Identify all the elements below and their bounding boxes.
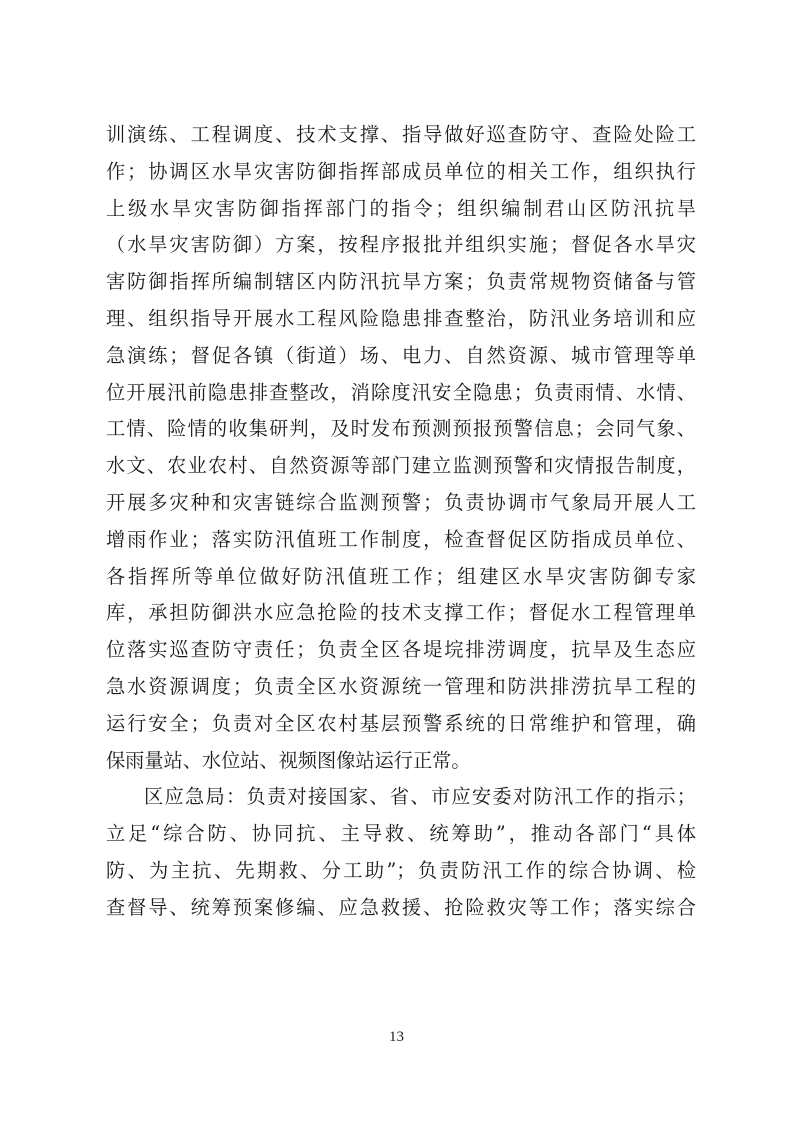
text-line: 防、为主抗、先期救、分工助”；负责防汛工作的综合协调、检 [106,858,696,882]
text-line: 各指挥所等单位做好防汛值班工作；组建区水旱灾害防御专家 [106,564,696,588]
text-line: 工情、险情的收集研判，及时发布预测预报预警信息；会同气象、 [106,417,696,441]
text-line: 急水资源调度；负责全区水资源统一管理和防洪排涝抗旱工程的 [106,674,696,698]
text-line: 区应急局：负责对接国家、省、市应安委对防汛工作的指示； [144,785,696,809]
text-line: 立足“综合防、协同抗、主导救、统筹助”，推动各部门“具体 [106,822,696,846]
text-line: 增雨作业；落实防汛值班工作制度，检查督促区防指成员单位、 [106,527,696,551]
page-number: 13 [389,1029,404,1045]
text-line: 训演练、工程调度、技术支撑、指导做好巡查防守、查险处险工 [106,123,696,146]
text-line: 位开展汛前隐患排查整改，消除度汛安全隐患；负责雨情、水情、 [106,380,696,404]
text-line: 上级水旱灾害防御指挥部门的指令；组织编制君山区防汛抗旱 [106,196,696,220]
text-line: 运行安全；负责对全区农村基层预警系统的日常维护和管理，确 [106,711,696,735]
text-line: 作；协调区水旱灾害防御指挥部成员单位的相关工作，组织执行 [106,159,696,183]
paragraph-emergency-bureau-duties [106,779,696,926]
paragraph-water-bureau-duties [106,117,696,779]
text-line: 水文、农业农村、自然资源等部门建立监测预警和灾情报告制度， [106,454,696,478]
text-line: 急演练；督促各镇（街道）场、电力、自然资源、城市管理等单 [106,343,696,367]
text-line: 理、组织指导开展水工程风险隐患排查整治，防汛业务培训和应 [106,306,696,330]
text-line: （水旱灾害防御）方案，按程序报批并组织实施；督促各水旱灾 [106,233,696,257]
text-line: 位落实巡查防守责任；负责全区各堤垸排涝调度，抗旱及生态应 [106,638,696,662]
text-line: 库，承担防御洪水应急抢险的技术支撑工作；督促水工程管理单 [106,601,696,625]
text-line: 害防御指挥所编制辖区内防汛抗旱方案；负责常规物资储备与管 [106,270,696,294]
text-line: 保雨量站、水位站、视频图像站运行正常。 [106,748,471,772]
text-line: 开展多灾种和灾害链综合监测预警；负责协调市气象局开展人工 [106,490,696,514]
body-text [106,117,696,927]
text-line: 查督导、统筹预案修编、应急救援、抢险救灾等工作；落实综合 [106,895,696,919]
